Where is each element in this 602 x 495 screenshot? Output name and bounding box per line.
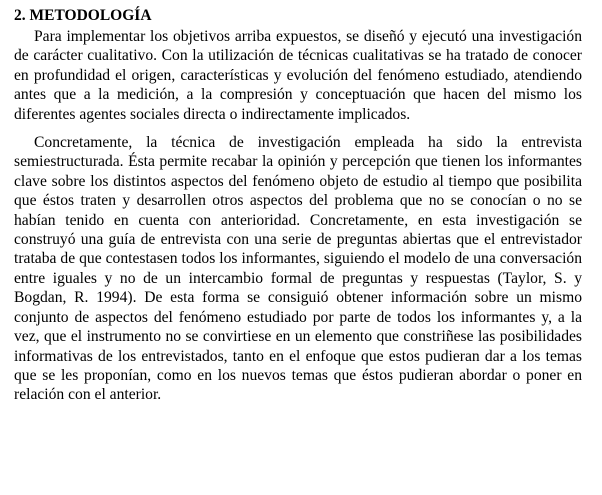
document-page: [14, 6, 582, 405]
section-heading: 2. METODOLOGÍA: [14, 7, 152, 24]
paragraph-1: Para implementar los objetivos arriba expuestos, se diseñó y ejecutó una investigación de carácter cualitativo. Con la utilización de técnicas cualitativas se ha tratado de conocer en profundidad el origen, características y evolución del fenómeno estudiado, atendiendo antes que a la medición, a la compresión y conceptuación que hacen del mismo los diferentes agentes sociales directa o indirectamente implicados.: [14, 28, 582, 123]
paragraph-2: Concretamente, la técnica de investigación empleada ha sido la entrevista semiestructurada. Ésta permite recabar la opinión y percepción que tienen los informantes clave sobre los distintos aspectos del fenómeno objeto de estudio al tiempo que posibilita que éstos traten y desarrollen otros aspectos del problema que no se conocían o no se habían tenido en cuenta con anterioridad. Concretamente, en esta investigación se construyó una guía de entrevista con una serie de preguntas abiertas que el entrevistador trataba de que contestasen todos los informantes, siguiendo el modelo de una conversación entre iguales y no de un intercambio formal de preguntas y respuestas (Taylor, S. y Bogdan, R. 1994). De esta forma se consiguió obtener información sobre un mismo conjunto de aspectos del fenómeno estudiado por parte de todos los informantes y, a la vez, que el instrumento no se convirtiese en un elemento que constriñese las posibilidades informativas de los entrevistados, tanto en el enfoque que estos pudieran dar a los temas que se les proponían, como en los nuevos temas que éstos pudieran abordar o poner en relación con el anterior.: [14, 134, 582, 404]
